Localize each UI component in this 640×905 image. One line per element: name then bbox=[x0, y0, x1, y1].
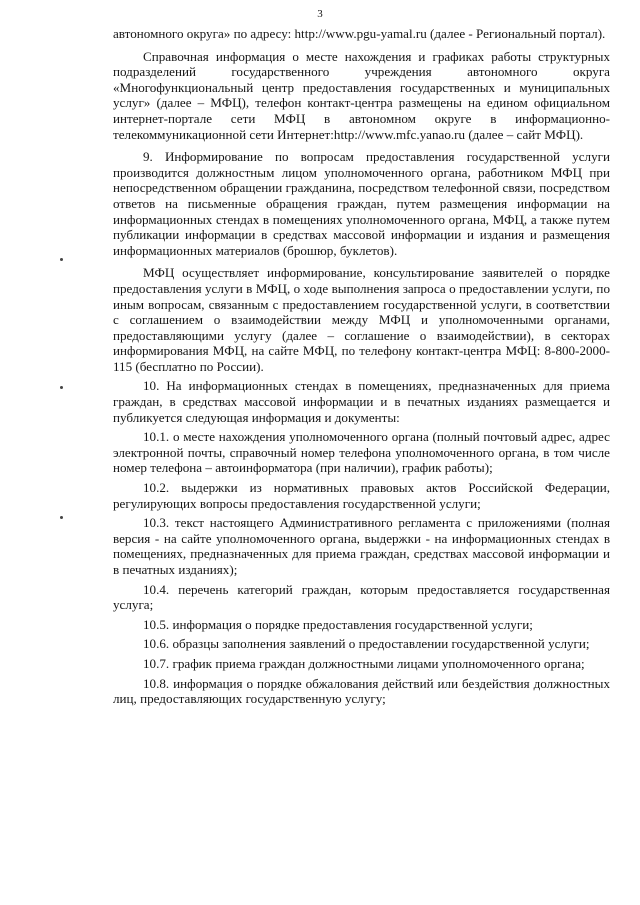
paragraph: 10.1. о месте нахождения уполномоченного органа (полный почтовый адрес, адрес электронной почты, справочный номер телефона уполномоченного органа, в том числе номер телефона – автоинформатора (при наличии), график работы); bbox=[113, 429, 610, 476]
paragraph: 9. Информирование по вопросам предоставления государственной услуги производится должностным лицом уполномоченного органа, работником МФЦ при непосредственном обращении гражданина, посредством телефонной связи, посредством ответов на письменные обращения граждан, путем размещения информации на информационных стендах в помещениях уполномоченного органа, МФЦ, а также путем публикации информации в средствах массовой информации и издания и размещения информационных материалов (брошюр, буклетов). bbox=[113, 149, 610, 258]
paragraph: 10.6. образцы заполнения заявлений о предоставлении государственной услуги; bbox=[143, 636, 590, 652]
page-number: 3 bbox=[317, 8, 323, 20]
margin-mark bbox=[60, 258, 63, 261]
document-body bbox=[113, 26, 610, 707]
margin-mark bbox=[60, 386, 63, 389]
paragraph: 10.5. информация о порядке предоставления государственной услуги; bbox=[143, 616, 533, 632]
margin-mark bbox=[60, 516, 63, 519]
paragraph: 10. На информационных стендах в помещениях, предназначенных для приема граждан, в средствах массовой информации и в печатных изданиях размещается и публикуется следующая информация и документы: bbox=[113, 378, 610, 425]
paragraph: 10.3. текст настоящего Административного регламента с приложениями (полная версия - на сайте уполномоченного органа, выдержки - на информационных стендах в помещениях, предназначенных для приема граждан, средствах массовой информации и в печатных изданиях); bbox=[113, 515, 610, 577]
paragraph: 10.7. график приема граждан должностными лицами уполномоченного органа; bbox=[143, 655, 585, 671]
paragraph: автономного округа» по адресу: http://www.pgu-yamal.ru (далее - Региональный портал). bbox=[113, 26, 606, 41]
paragraph: 10.2. выдержки из нормативных правовых актов Российской Федерации, регулирующих вопросы предоставления государственной услуги; bbox=[113, 480, 610, 511]
paragraph: Справочная информация о месте нахождения и графиках работы структурных подразделений государственного учреждения автономного округа «Многофункциональный центр предоставления государственных и муниципальных услуг» (далее – МФЦ), телефон контакт-центра размещены на едином официальном интернет-портале сети МФЦ в автономном округе в информационно-телекоммуникационной сети Интернет:http://www.mfc.yanao.ru (далее – сайт МФЦ). bbox=[113, 48, 610, 142]
paragraph: МФЦ осуществляет информирование, консультирование заявителей о порядке предоставления услуги в МФЦ, о ходе выполнения запроса о предоставлении услуги, по иным вопросам, связанным с предоставлением государственной услуги, в соответствии с соглашением о взаимодействии между МФЦ и уполномоченными органами, предоставляющими услугу (далее – соглашение о взаимодействии), в секторах информирования МФЦ, на сайте МФЦ, по телефону контакт-центра МФЦ: 8-800-2000-115 (бесплатно по России). bbox=[113, 265, 610, 374]
paragraph: 10.8. информация о порядке обжалования действий или бездействия должностных лиц, предоставляющих государственную услугу; bbox=[113, 675, 610, 707]
paragraph: 10.4. перечень категорий граждан, которым предоставляется государственная услуга; bbox=[113, 581, 610, 613]
